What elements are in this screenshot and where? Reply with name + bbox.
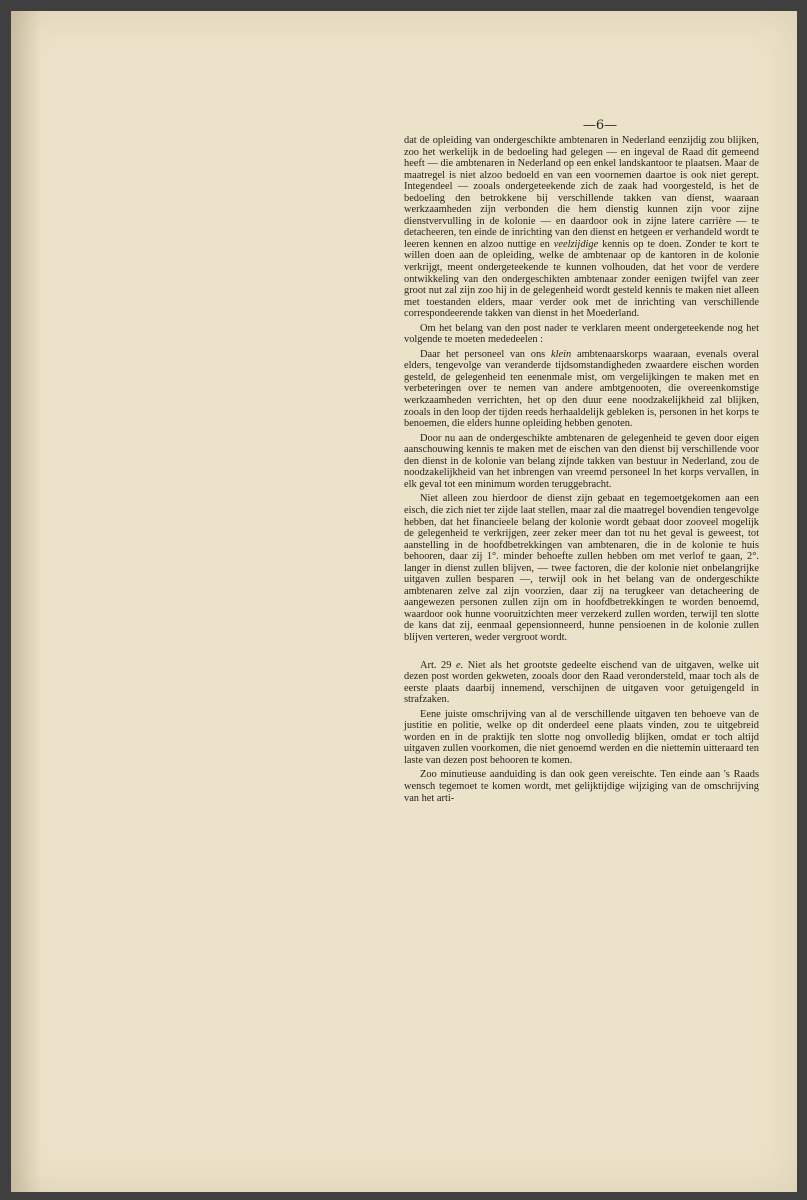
page-number: —6— <box>582 118 618 133</box>
paragraph-omschrijving: Eene juiste omschrijving van al de verschillende uitgaven ten behoeve van de justitie en politie, welke op dit onderdeel eene plaats vinden, zou te uitgebreid worden en in de praktijk ten slotte nog onvolledig blijken, omdat er toch altijd uitgaven zullen voorkomen, die niet genoemd werden en die niettemin uitteraard ten laste van dezen post behooren te komen. <box>404 708 759 766</box>
paragraph-aanduiding: Zoo minutieuse aanduiding is dan ook geen vereischte. Ten einde aan 's Raads wensch tegemoet te komen wordt, met gelijktijdige wijziging van de omschrijving van het arti- <box>404 769 759 804</box>
paragraph-belang-post: Om het belang van den post nader te verklaren meent ondergeteekende nog het volgende te moeten mededeelen : <box>404 322 759 346</box>
paragraph-personeel-text-b: ambtenaarskorps waaraan, evenals overal elders, tengevolge van veranderde tijdsomstandigheden zwaardere eischen worden gesteld, de gelegenheid ten eenenmale mist, om vergelijkingen te maken met en verbeteringen over te nemen van andere ambtgenooten, die overeenkomstige werkzaamheden verrichten, het op den duur eene noodzakelijkheid zal blijken, zooals in den loop der tijden reeds herhaaldelijk gebleken is, personen in het korps te benoemen, die elders hunne opleiding hebben genoten. <box>404 348 759 430</box>
paragraph-art-29e <box>404 660 759 706</box>
emphasis-klein: klein <box>550 348 572 360</box>
paragraph-dienst-gebaat: Niet alleen zou hierdoor de dienst zijn gebaat en tegemoetgekomen aan een eisch, die zich niet ter zijde laat stellen, maar zal die maatregel bovendien tengevolge hebben, dat het financieele belang der kolonie wordt gebaat door zooveel mogelijk de gelegenheid te verkrijgen, zeer zeker meer dan tot nu het geval is geweest, tot aanstelling in de hoofdbetrekkingen van ambtenaren, die in de kolonie te huis behooren, daar zij 1°. minder behoefte zullen hebben om met verlof te gaan, 2°. langer in dienst zullen blijven, — twee factoren, die der kolonie niet onbelangrijke uitgaven zullen besparen —, terwijl ook in het belang van de ondergeschikte ambtenaren zelve zal zijn voorzien, daar zij na terugkeer van detacheering de aangewezen personen zullen zijn om in hoofdbetrekkingen te worden benoemd, waardoor ook hunne vooruitzichten meer verzekerd zullen worden, terwijl ten slotte de kans dat zij, eenmaal gepensionneerd, hunne pensioenen in de kolonie zullen blijven verteren, weder vergroot wordt. <box>404 493 759 643</box>
emphasis-veelzijdige: veelzijdige <box>553 238 599 250</box>
article-letter: e. <box>455 659 464 671</box>
paragraph-opleiding <box>404 135 759 320</box>
paragraph-gelegenheid: Door nu aan de ondergeschikte ambtenaren de gelegenheid te geven door eigen aanschouwing kennis te maken met de eischen van den dienst bij verschillende voor den dienst in de kolonie van belang zijnde takken van bestuur in Nederland, zou de noodzakelijkheid van het inbrengen van vreemd personeel ln het korps vervallen, in elk geval tot een minimum worden teruggebracht. <box>404 432 759 490</box>
paragraph-personeel <box>404 349 759 430</box>
paragraph-art-29e-text: Niet als het grootste gedeelte eischend van de uitgaven, welke uit dezen post worden gekweten, zooals door den Raad verondersteld, maar toch als de eerste plaats daarbij innemend, verschijnen de uitgaven voor getuigengeld in strafzaken. <box>404 659 759 706</box>
paragraph-personeel-text-a: Daar het personeel van ons <box>420 348 551 360</box>
paragraph-opleiding-text-b: kennis op te doen. Zonder te kort te willen doen aan de opleiding, welke de ambtenaar op de kantoren in de kolonie verkrijgt, meent ondergeteekende te kunnen volhouden, dat het voor de verdere ontwikkeling van den ondergeschikten ambtenaar zonder eenigen twijfel van zeer groot nut zal zijn zoo hij in de gelegenheid wordt gesteld kennis te maken niet alleen met toestanden elders, maar verder ook met de inrichting van verschillende correspondeerende takken van dienst in het Moederland. <box>404 238 759 320</box>
page-gutter-shadow <box>11 11 41 1192</box>
article-label: Art. 29 <box>420 659 456 671</box>
body-text-column <box>404 135 759 804</box>
paragraph-opleiding-text-a: dat de opleiding van ondergeschikte ambtenaren in Nederland eenzijdig zou blijken, zoo het werkelijk in de bedoeling had gelegen — en ingeval de Raad dit gemeend heeft — die ambtenaren in Nederland op een enkel landskantoor te plaatsen. Maar de maatregel is niet alzoo bedoeld en van een voornemen daartoe is ook niet gerept. Integendeel — zooals ondergeteekende zich de zaak had voorgesteld, is het de bedoeling den betrokkene bij verschillende takken van dienst, waaraan werkzaamheden zijn verbonden die hem dienstig kunnen zijn voor zijne dienstvervulling in de kolonie — en daardoor ook in zijne latere carrière — te detacheeren, ten einde de inrichting van den dienst en hetgeen er verhandeld wordt te leeren kennen en alzoo nuttige en <box>404 135 759 250</box>
